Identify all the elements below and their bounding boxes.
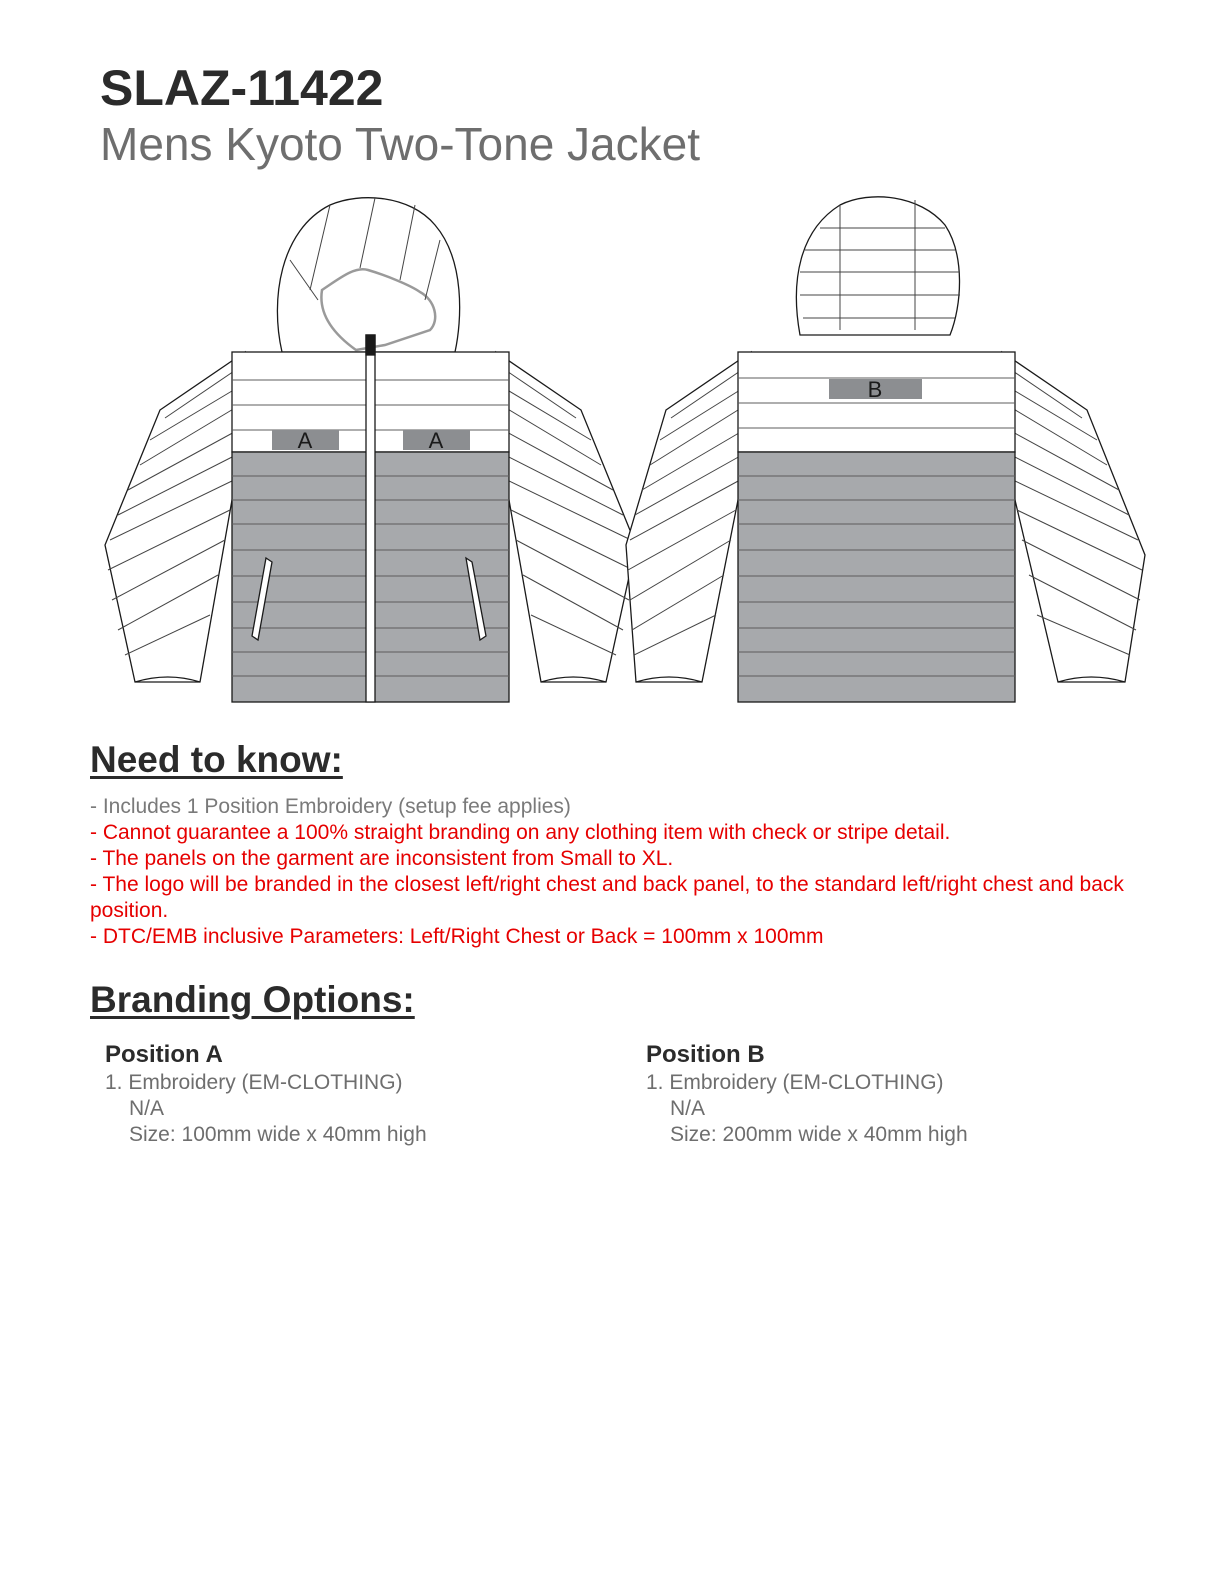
product-name: Mens Kyoto Two-Tone Jacket bbox=[100, 118, 700, 170]
back-hood bbox=[796, 197, 959, 335]
need-to-know-notes bbox=[90, 794, 1150, 950]
front-right-sleeve bbox=[496, 352, 636, 682]
position-b-title: Position B bbox=[646, 1041, 765, 1068]
back-right-sleeve bbox=[1002, 352, 1145, 682]
back-body-lower bbox=[738, 452, 1015, 702]
note-item: - The panels on the garment are inconsistent from Small to XL. bbox=[90, 847, 674, 870]
product-code: SLAZ-11422 bbox=[100, 60, 384, 116]
note-item: - DTC/EMB inclusive Parameters: Left/Right Chest or Back = 100mm x 100mm bbox=[90, 925, 824, 948]
front-zipper bbox=[366, 335, 375, 702]
jacket-technical-drawing bbox=[100, 195, 1160, 715]
position-a-left-label: A bbox=[297, 428, 313, 453]
position-a-method: 1. Embroidery (EM-CLOTHING) bbox=[105, 1071, 403, 1094]
position-b-detail: N/A bbox=[670, 1097, 706, 1120]
note-item: - The logo will be branded in the closest left/right chest and back panel, to the standard left/right chest and back position. bbox=[90, 873, 1124, 922]
position-b-method: 1. Embroidery (EM-CLOTHING) bbox=[646, 1071, 944, 1094]
front-view bbox=[105, 198, 636, 702]
note-item: - Cannot guarantee a 100% straight branding on any clothing item with check or stripe detail. bbox=[90, 821, 951, 844]
branding-options-heading: Branding Options: bbox=[90, 979, 415, 1020]
position-a-size: Size: 100mm wide x 40mm high bbox=[129, 1123, 427, 1146]
back-body-upper bbox=[738, 352, 1015, 452]
need-to-know-heading: Need to know: bbox=[90, 739, 343, 780]
position-b-size: Size: 200mm wide x 40mm high bbox=[670, 1123, 968, 1146]
back-left-sleeve bbox=[626, 352, 751, 682]
note-item: - Includes 1 Position Embroidery (setup fee applies) bbox=[90, 795, 571, 818]
position-a-block bbox=[105, 1040, 585, 1148]
position-b-block bbox=[646, 1040, 1126, 1148]
position-a-detail: N/A bbox=[129, 1097, 165, 1120]
front-left-sleeve bbox=[105, 352, 245, 682]
position-b-label: B bbox=[867, 377, 883, 402]
position-a-right-label: A bbox=[428, 428, 444, 453]
back-view bbox=[626, 197, 1145, 702]
position-a-title: Position A bbox=[105, 1041, 223, 1068]
